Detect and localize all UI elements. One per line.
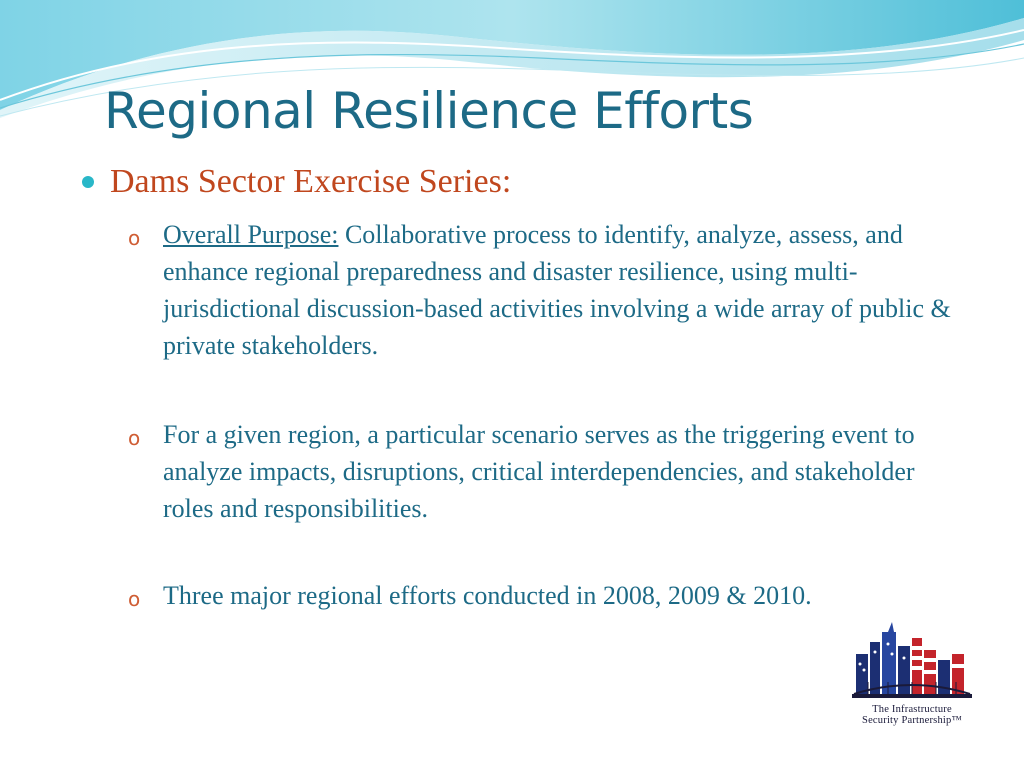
slide-title: Regional Resilience Efforts bbox=[104, 82, 754, 140]
sub-bullet-marker-icon: o bbox=[128, 426, 141, 450]
sub-bullet-marker-icon: o bbox=[128, 587, 141, 611]
sub-bullet-text: For a given region, a particular scenario serves as the triggering event to analyze impacts, disruptions, critical interdependencies, and stakeholder roles and responsibilities. bbox=[163, 420, 915, 523]
bullet-dot-icon bbox=[82, 176, 94, 188]
bullet-text: Dams Sector Exercise Series: bbox=[110, 163, 512, 200]
infrastructure-security-partnership-logo bbox=[848, 620, 976, 732]
sub-bullet-marker-icon: o bbox=[128, 226, 141, 250]
overall-purpose-label: Overall Purpose: bbox=[163, 220, 339, 249]
sub-bullet-text: Three major regional efforts conducted in 2008, 2009 & 2010. bbox=[163, 581, 812, 610]
overall-purpose-text: Collaborative process to identify, analyze, assess, and enhance regional preparedness and disaster resilience, using multi-jurisdictional discussion-based activities involving a wide array of public & private stakeholders. bbox=[163, 220, 951, 360]
logo-caption-line-2: Security Partnership™ bbox=[862, 715, 962, 726]
logo-caption-line-1: The Infrastructure bbox=[872, 704, 952, 715]
skyline-logo-icon bbox=[848, 620, 976, 704]
logo-caption bbox=[848, 704, 976, 726]
sub-bullet-text bbox=[163, 216, 968, 364]
